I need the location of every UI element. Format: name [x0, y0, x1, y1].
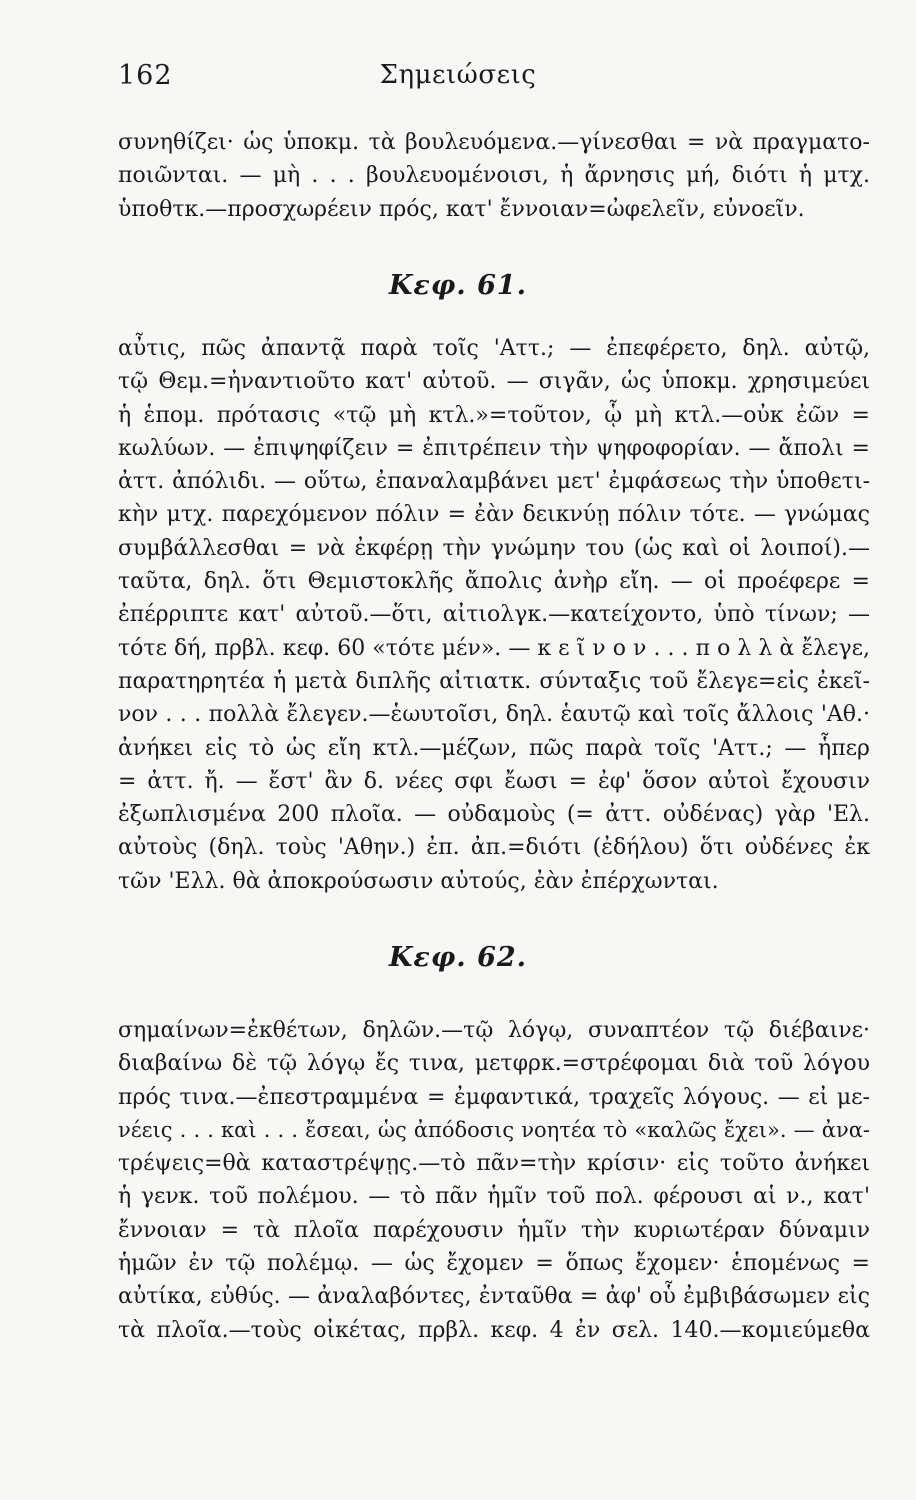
text-line: αὐτίκα, εὐθύς. — ἀναλαβόντες, ἐνταῦθα = ἀφ' οὗ ἐμβιβάσωμεν εἰς: [118, 1284, 870, 1310]
text-line: συμβάλλεσθαι = νὰ ἐκφέρῃ τὴν γνώμην του (ὡς καὶ οἱ λοιποί).—: [118, 535, 870, 561]
text-line: ἀττ. ἀπόλιδι. — οὕτω, ἐπαναλαμβάνει μετ' ἐμφάσεως τὴν ὑποθετι-: [118, 469, 870, 495]
text-line: σημαίνων=ἐκθέτων, δηλῶν.—τῷ λόγῳ, συναπτέον τῷ διέβαινε·: [118, 1018, 870, 1043]
text-line: τὰ πλοῖα.—τοὺς οἰκέτας, πρβλ. κεφ. 4 ἐν σελ. 140.—κομιεύμεθα: [118, 1317, 870, 1343]
text-line: τῷ Θεμ.=ἠναντιοῦτο κατ' αὐτοῦ. — σιγᾶν, ὡς ὑποκμ. χρησιμεύει: [118, 369, 870, 395]
text-line: ἐξωπλισμένα 200 πλοῖα. — οὐδαμοὺς (= ἀττ. οὐδένας) γὰρ 'Ελ.: [118, 802, 870, 828]
text-line: ποιῶνται. — μὴ . . . βουλευομένοισι, ἡ ἄρνησις μή, διότι ἡ μτχ.: [118, 163, 870, 189]
chapter-61-heading: Κεφ. 61.: [388, 270, 528, 301]
running-title: Σημειώσεις: [379, 60, 537, 90]
text-line: αὖτις, πῶς ἀπαντᾷ παρὰ τοῖς 'Αττ.; — ἐπεφέρετο, δηλ. αὐτῷ,: [118, 336, 870, 361]
text-line: ὑποθτκ.—προσχωρέειν πρός, κατ' ἔννοιαν=ὠφελεῖν, εὐνοεῖν.: [118, 196, 805, 222]
text-line: ταῦτα, δηλ. ὅτι Θεμιστοκλῆς ἄπολις ἀνὴρ εἴη. — οἱ προέφερε =: [118, 569, 870, 595]
text-line: ἀνήκει εἰς τὸ ὡς εἴη κτλ.—μέζων, πῶς παρὰ τοῖς 'Αττ.; — ἧπερ: [118, 735, 870, 761]
intro-notes: [118, 126, 870, 226]
text-line: τρέψεις=θὰ καταστρέψῃς.—τὸ πᾶν=τὴν κρίσιν· εἰς τοῦτο ἀνήκει: [118, 1151, 870, 1177]
text-line: ἔννοιαν = τὰ πλοῖα παρέχουσιν ἡμῖν τὴν κυριωτέραν δύναμιν: [118, 1217, 870, 1243]
text-line: διαβαίνω δὲ τῷ λόγῳ ἔς τινα, μετφρκ.=στρέφομαι διὰ τοῦ λόγου: [118, 1051, 870, 1077]
text-line: κὴν μτχ. παρεχόμενον πόλιν = ἐὰν δεικνύῃ πόλιν τότε. — γνώμας: [118, 502, 870, 528]
text-line: νον . . . πολλὰ ἔλεγεν.—ἑωυτοῖσι, δηλ. ἑαυτῷ καὶ τοῖς ἄλλοις 'Αθ.·: [118, 702, 870, 728]
text-line: παρατηρητέα ἡ μετὰ διπλῆς αἰτιατκ. σύνταξις τοῦ ἔλεγε=εἰς ἐκεῖ-: [118, 668, 870, 694]
page-number: 162: [118, 60, 173, 91]
text-line: πρός τινα.—ἐπεστραμμένα = ἐμφαντικά, τραχεῖς λόγους. — εἰ με-: [118, 1084, 870, 1110]
text-line: ἡμῶν ἐν τῷ πολέμῳ. — ὡς ἔχομεν = ὅπως ἔχομεν· ἑπομένως =: [118, 1251, 870, 1277]
text-line: συνηθίζει· ὡς ὑποκμ. τὰ βουλευόμενα.—γίνεσθαι = νὰ πραγματο-: [118, 130, 870, 155]
text-line: τότε δή, πρβλ. κεφ. 60 «τότε μέν». — κ ε ῖ ν ο ν . . . π ο λ λ ὰ ἔλεγε,: [118, 635, 870, 661]
chapter-62-heading: Κεφ. 62.: [388, 942, 528, 973]
text-line: αὐτοὺς (δηλ. τοὺς 'Αθην.) ἐπ. ἀπ.=διότι (ἐδήλου) ὅτι οὐδένες ἐκ: [118, 835, 870, 861]
text-line: ἐπέρριπτε κατ' αὐτοῦ.—ὅτι, αἰτιολγκ.—κατείχοντο, ὑπὸ τίνων; —: [118, 602, 870, 628]
text-line: = ἀττ. ἤ. — ἔστ' ἂν δ. νέες σφι ἔωσι = ἐφ' ὅσον αὐτοὶ ἔχουσιν: [118, 768, 870, 794]
chapter-62-notes: [118, 1014, 870, 1347]
chapter-61-notes: [118, 332, 870, 898]
text-line: ἡ γενκ. τοῦ πολέμου. — τὸ πᾶν ἡμῖν τοῦ πολ. φέρουσι αἱ ν., κατ': [118, 1184, 870, 1210]
text-line: τῶν 'Ελλ. θὰ ἀποκρούσωσιν αὐτούς, ἐὰν ἐπέρχωνται.: [118, 868, 719, 894]
text-line: νέεις . . . καὶ . . . ἔσεαι, ὡς ἀπόδοσις νοητέα τὸ «καλῶς ἔχει». — ἀνα-: [118, 1117, 870, 1142]
text-line: ἡ ἑπομ. πρότασις «τῷ μὴ κτλ.»=τοῦτον, ᾧ μὴ κτλ.—οὐκ ἐῶν =: [118, 402, 870, 428]
text-line: κωλύων. — ἐπιψηφίζειν = ἐπιτρέπειν τὴν ψηφοφορίαν. — ἄπολι =: [118, 435, 870, 461]
